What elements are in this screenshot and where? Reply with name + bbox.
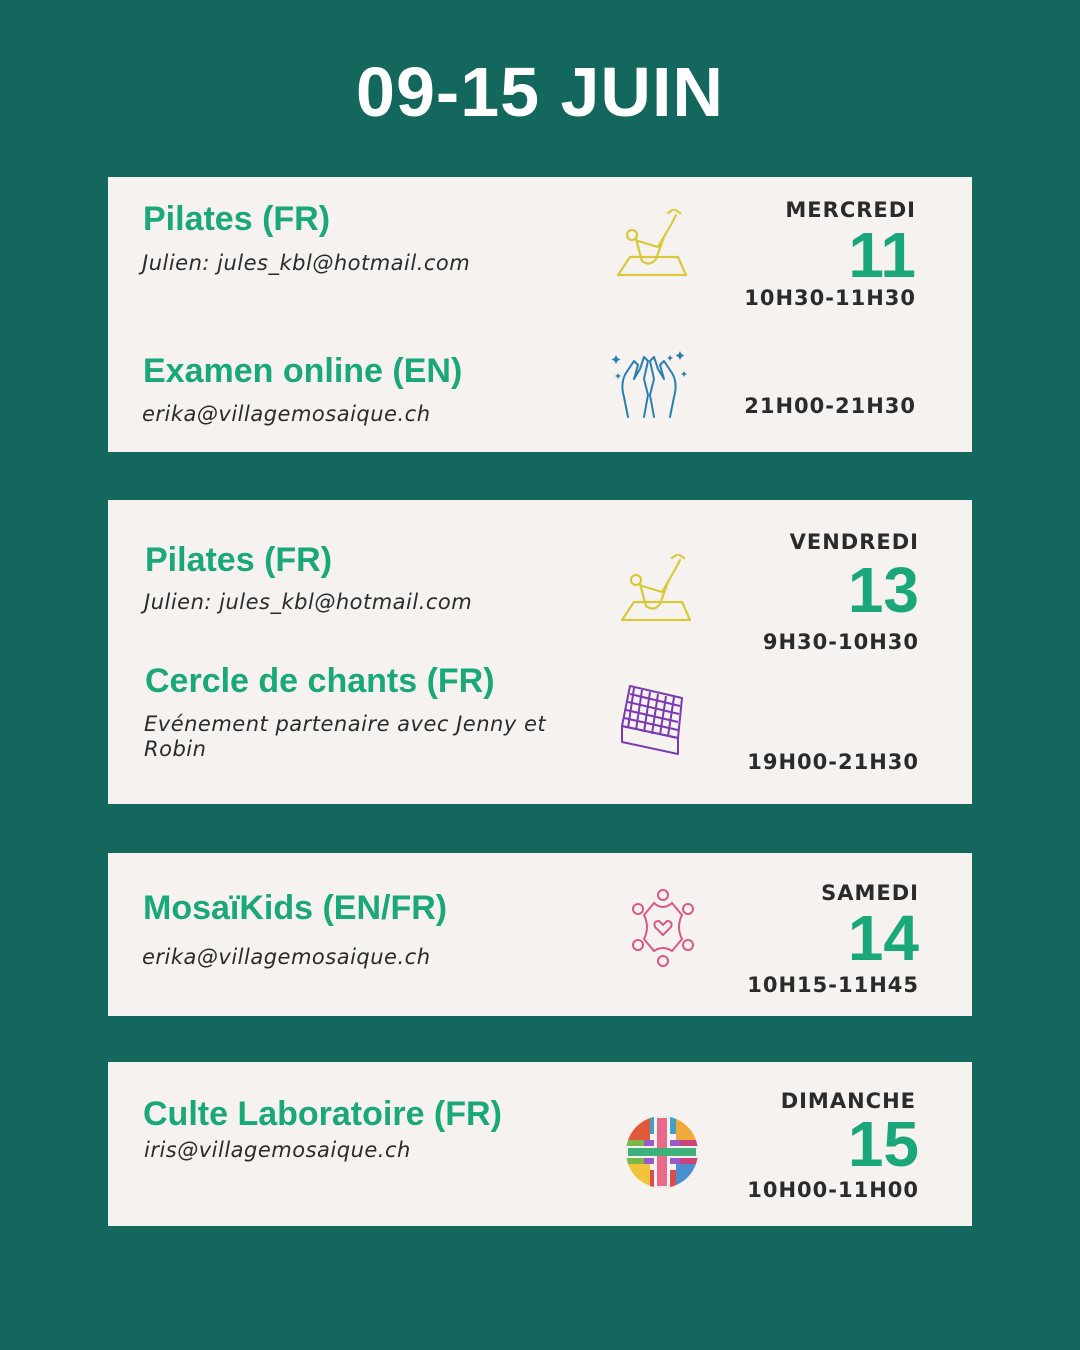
event-time: 10H30-11H30 <box>744 286 916 310</box>
harmonium-icon <box>616 682 696 758</box>
event-title: Pilates (FR) <box>145 541 333 579</box>
day-name: VENDREDI <box>789 530 919 554</box>
day-number: 13 <box>847 554 919 626</box>
day-name: MERCREDI <box>785 198 916 222</box>
day-number: 14 <box>847 902 919 974</box>
page-title: 09-15 JUIN <box>356 53 724 131</box>
day-number: 11 <box>848 219 916 291</box>
event-contact: erika@villagemosaique.ch <box>142 402 431 426</box>
day-name: DIMANCHE <box>780 1089 916 1113</box>
event-title: Cercle de chants (FR) <box>145 662 495 700</box>
event-contact: Evénement partenaire avec Jenny et Robin <box>144 712 547 761</box>
event-time: 9H30-10H30 <box>762 630 919 654</box>
day-card-mercredi <box>108 177 972 452</box>
event-title: MosaïKids (EN/FR) <box>143 889 448 927</box>
event-contact: Julien: jules_kbl@hotmail.com <box>142 251 471 275</box>
event-title: Culte Laboratoire (FR) <box>143 1095 502 1133</box>
event-time: 19H00-21H30 <box>747 750 919 774</box>
event-contact: iris@villagemosaique.ch <box>144 1138 411 1162</box>
day-card-dimanche <box>108 1062 972 1226</box>
event-title: Pilates (FR) <box>143 200 331 238</box>
mosaic-cross-icon <box>624 1114 700 1190</box>
pilates-pose-icon <box>614 209 694 279</box>
day-name: SAMEDI <box>821 881 919 905</box>
day-number: 15 <box>847 1108 919 1180</box>
event-title: Examen online (EN) <box>143 352 463 390</box>
day-card-vendredi <box>108 500 972 804</box>
event-contact: Julien: jules_kbl@hotmail.com <box>144 590 473 614</box>
pilates-pose-icon <box>618 554 698 624</box>
event-time: 10H15-11H45 <box>747 973 919 997</box>
kids-circle-icon <box>626 889 700 967</box>
event-time: 21H00-21H30 <box>744 394 916 418</box>
praying-hands-icon <box>610 349 690 419</box>
day-card-samedi <box>108 853 972 1016</box>
event-contact: erika@villagemosaique.ch <box>142 945 431 969</box>
event-time: 10H00-11H00 <box>747 1178 919 1202</box>
